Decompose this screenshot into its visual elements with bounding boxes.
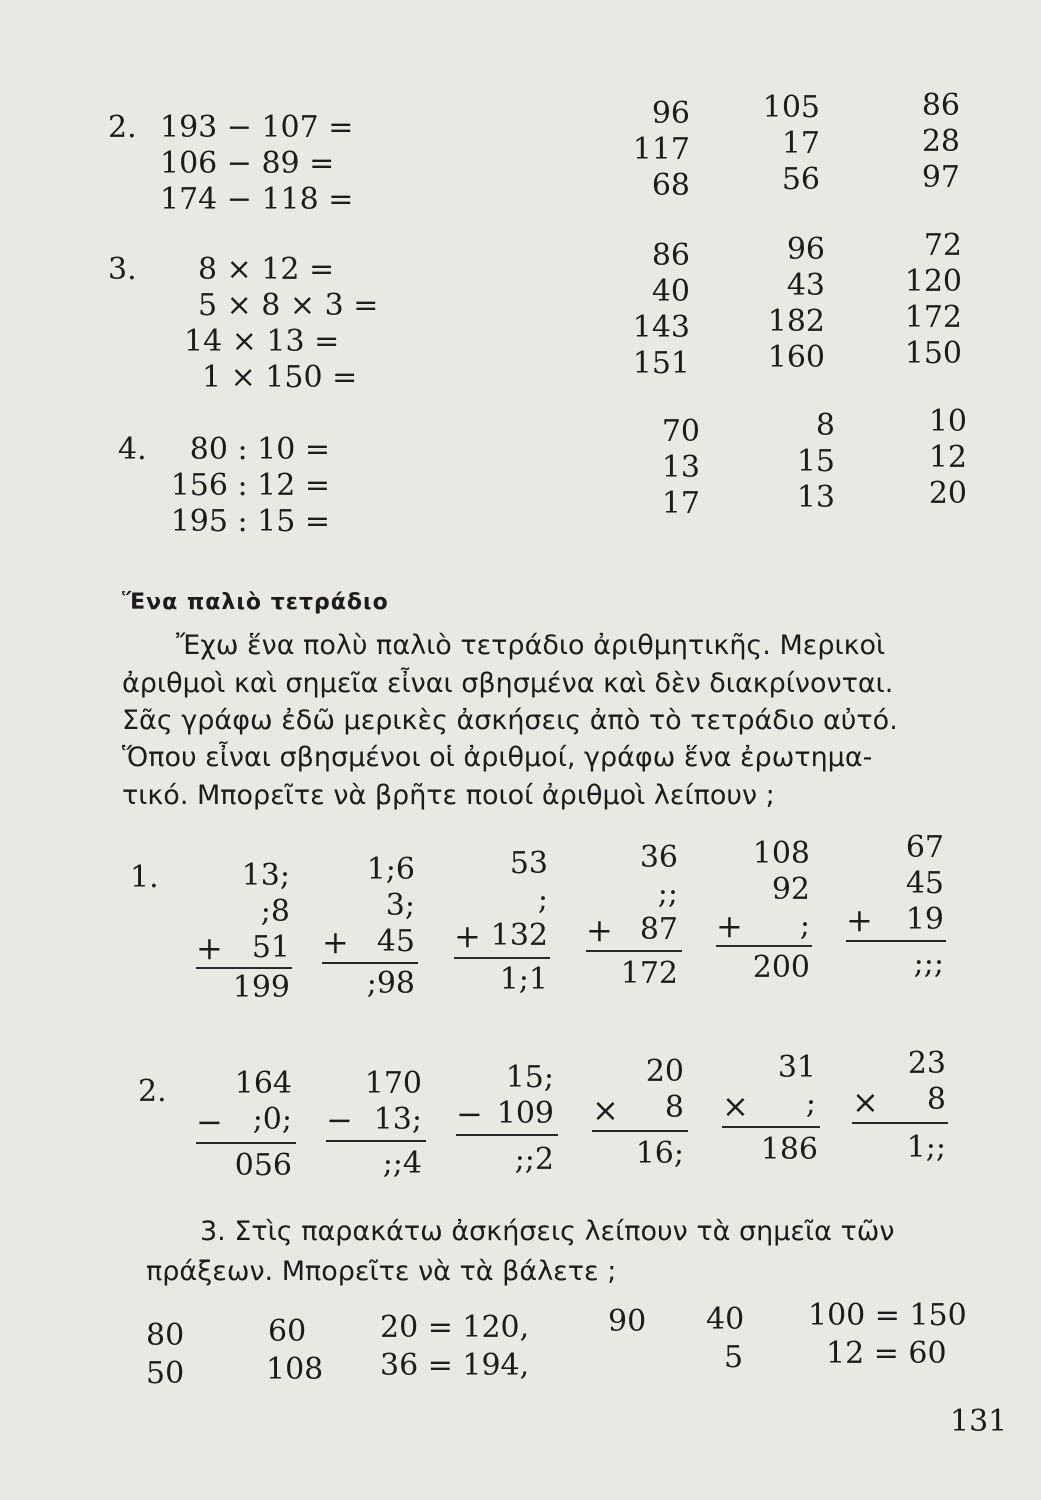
sum [460, 962, 548, 998]
times-sign: × [592, 1091, 619, 1129]
addend: ; [537, 882, 548, 917]
sum-value: ;;; [913, 946, 944, 981]
answer-column [750, 232, 825, 376]
difference [210, 1148, 292, 1184]
exercise-number: 2. [138, 1074, 167, 1109]
result-line [456, 1134, 558, 1136]
instruction-line: 3. Στὶς παρακάτω ἀσκήσεις λείπουν τὰ σημεῖα τῶν [200, 1216, 895, 1247]
section-heading: Ἕνα παλιὸ τετράδιο [122, 590, 389, 615]
sum-value: 172 [620, 956, 678, 991]
sum-value: ;98 [366, 966, 415, 1001]
difference-value: 056 [234, 1148, 292, 1183]
difference-value: ;;4 [382, 1146, 422, 1181]
minus-sign: − [326, 1101, 353, 1139]
answer: 17 [781, 126, 820, 161]
sign-term: 90 [608, 1304, 647, 1339]
paragraph-line: Ὅπου εἶναι σβησμένοι οἱ ἀριθμοί, γράφω ἕνα ἐρωτημα- [122, 742, 873, 773]
result-line [196, 1142, 296, 1144]
multiplication-problem [610, 1054, 684, 1126]
paragraph-line: τικό. Μπορεῖτε νὰ βρῆτε ποιοί ἀριθμοὶ λείπουν ; [122, 780, 775, 811]
addend: 53 [509, 846, 548, 881]
expression: 156 : 12 = [170, 468, 330, 503]
sum [590, 956, 678, 992]
expression: 195 : 15 = [170, 504, 330, 539]
exercise-expressions [160, 252, 379, 396]
product [866, 1130, 946, 1166]
sign-term: 5 [724, 1340, 744, 1375]
multiplier: 8 [926, 1082, 946, 1117]
result-line [852, 1122, 948, 1124]
product [604, 1136, 684, 1172]
addend: 67 [905, 830, 944, 865]
addend: ; [799, 908, 810, 943]
sum-line [454, 957, 550, 959]
answer: 72 [923, 228, 962, 263]
answer: 86 [651, 238, 690, 273]
sum-line [586, 950, 682, 952]
minuend: 170 [364, 1066, 422, 1101]
addend: 19 [905, 902, 944, 937]
multiplicand: 20 [645, 1054, 684, 1089]
addend: 36 [639, 840, 678, 875]
multiplicand: 23 [907, 1046, 946, 1081]
result-line [592, 1130, 688, 1132]
answer: 28 [921, 124, 960, 159]
plus-sign: + [716, 907, 743, 945]
answer: 10 [928, 404, 967, 439]
product-value: 16; [635, 1136, 684, 1171]
product [738, 1132, 818, 1168]
answer: 15 [796, 444, 835, 479]
difference [340, 1146, 422, 1182]
sum [330, 966, 415, 1002]
addend: 92 [771, 872, 810, 907]
answer: 143 [632, 310, 690, 345]
answer: 20 [928, 476, 967, 511]
difference-value: ;;2 [514, 1142, 554, 1177]
expression: 5 × 8 × 3 = [198, 288, 379, 323]
sign-term: 36 = 194, [380, 1348, 530, 1383]
product-value: 186 [760, 1132, 818, 1167]
difference [470, 1142, 554, 1178]
sign-term: 40 [706, 1302, 745, 1337]
expression: 106 − 89 = [160, 146, 335, 181]
page-number: 131 [950, 1404, 1008, 1439]
addend: 1;6 [366, 852, 415, 887]
addend: 13; [241, 858, 290, 893]
answer: 150 [904, 336, 962, 371]
sum [852, 946, 944, 982]
multiplier: ; [805, 1086, 816, 1121]
answer: 8 [815, 408, 835, 443]
answer: 182 [767, 304, 825, 339]
exercise-number: 1. [130, 860, 159, 895]
product-value: 1;; [906, 1130, 946, 1165]
sign-term: 80 [146, 1318, 185, 1353]
paragraph-line: Σᾶς γράφω ἐδῶ μερικὲς ἀσκήσεις ἀπὸ τὸ τετράδιο αὐτό. [122, 705, 898, 736]
multiplication-problem [742, 1050, 816, 1122]
sign-term: 20 = 120, [380, 1310, 530, 1345]
times-sign: × [722, 1087, 749, 1125]
answer-column [620, 238, 690, 382]
minuend: 164 [234, 1066, 292, 1101]
subtrahend: 13; [373, 1102, 422, 1137]
times-sign: × [852, 1083, 879, 1121]
answer: 70 [661, 414, 700, 449]
answer-column [895, 404, 967, 512]
result-line [722, 1126, 820, 1128]
exercise-expressions [160, 110, 354, 218]
answer: 172 [904, 300, 962, 335]
addend: 108 [752, 836, 810, 871]
answer: 120 [904, 264, 962, 299]
expression: 8 × 12 = [198, 252, 335, 287]
answer: 56 [781, 162, 820, 197]
expression: 1 × 150 = [202, 360, 358, 395]
sign-term: 100 = 150 [808, 1298, 967, 1333]
sum [722, 950, 810, 986]
expression: 193 − 107 = [160, 110, 354, 145]
result-line [326, 1140, 426, 1142]
answer: 43 [786, 268, 825, 303]
sign-term: 60 [268, 1314, 307, 1349]
exercise-number: 4. [118, 432, 147, 467]
addend: ;; [657, 876, 678, 911]
multiplicand: 31 [777, 1050, 816, 1085]
answer: 40 [651, 274, 690, 309]
answer: 13 [796, 480, 835, 515]
addend: 45 [376, 924, 415, 959]
sum-value: 1;1 [499, 962, 548, 997]
answer: 97 [921, 160, 960, 195]
sign-term: 50 [146, 1356, 185, 1391]
exercise-expressions [160, 432, 330, 540]
sum-line [322, 962, 418, 964]
addend: 132 [490, 918, 548, 953]
sum-value: 199 [232, 970, 290, 1005]
addend: 45 [905, 866, 944, 901]
subtrahend: 109 [496, 1096, 554, 1131]
answer-column [890, 88, 960, 196]
answer: 151 [632, 346, 690, 381]
multiplication-problem [870, 1046, 946, 1118]
sign-term: 12 = 60 [826, 1336, 947, 1371]
paragraph-line: Ἔχω ἕνα πολὺ παλιὸ τετράδιο ἀριθμητικῆς. Μερικοὶ [176, 630, 886, 661]
sum-line [196, 967, 292, 969]
answer-column [750, 90, 820, 198]
minus-sign: − [456, 1095, 483, 1133]
exercise-number: 2. [108, 110, 137, 145]
answer-column [890, 228, 962, 372]
addend: 87 [639, 912, 678, 947]
exercise-number: 3. [108, 252, 137, 287]
subtrahend: ;0; [252, 1102, 292, 1137]
answer: 86 [921, 88, 960, 123]
answer-column [760, 408, 835, 516]
minuend: 15; [505, 1060, 554, 1095]
answer: 160 [767, 340, 825, 375]
sign-term: 108 [266, 1352, 324, 1387]
plus-sign: + [846, 901, 873, 939]
answer: 96 [651, 96, 690, 131]
expression: 14 × 13 = [184, 324, 340, 359]
plus-sign: + [322, 923, 349, 961]
plus-sign: + [454, 917, 481, 955]
plus-sign: + [586, 911, 613, 949]
answer-column [625, 414, 700, 522]
answer-column [620, 96, 690, 204]
answer: 105 [762, 90, 820, 125]
multiplier: 8 [664, 1090, 684, 1125]
sum-line [846, 940, 946, 942]
sum [200, 970, 290, 1006]
paragraph-line: ἀριθμοὶ καὶ σημεῖα εἶναι σβησμένα καὶ δὲν διακρίνονται. [122, 668, 894, 699]
expression: 80 : 10 = [189, 432, 330, 467]
answer: 117 [632, 132, 690, 167]
addend: 3; [385, 888, 415, 923]
addend: ;8 [260, 894, 290, 929]
instruction-line: πράξεων. Μπορεῖτε νὰ τὰ βάλετε ; [146, 1256, 617, 1287]
answer: 96 [786, 232, 825, 267]
answer: 68 [651, 168, 690, 203]
addend: 51 [251, 930, 290, 965]
minus-sign: − [196, 1103, 223, 1141]
sum-line [716, 945, 812, 947]
answer: 12 [928, 440, 967, 475]
sum-value: 200 [752, 950, 810, 985]
answer: 17 [661, 486, 700, 521]
plus-sign: + [196, 929, 223, 967]
answer: 13 [661, 450, 700, 485]
expression: 174 − 118 = [160, 182, 354, 217]
